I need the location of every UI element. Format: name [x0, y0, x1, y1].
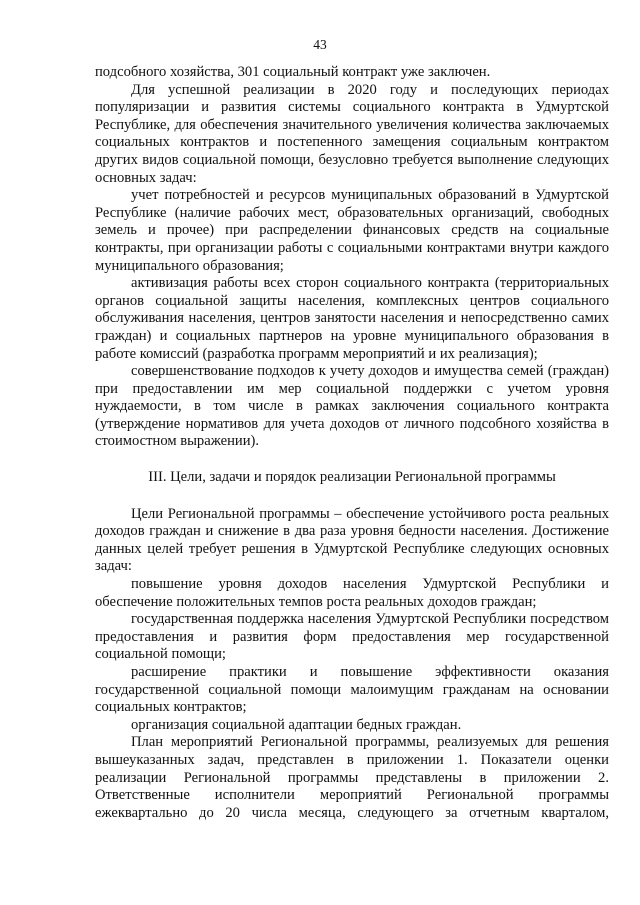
paragraph: Для успешной реализации в 2020 году и последующих периодах популяризации и развития системы социального контракта в Удмуртской Республике, для обеспечения значительного увеличения количества заключаемых социальных контрактов и постепенного замещения социальным контрактом других видов социальной помощи, безусловно требуется выполнение следующих основных задач:: [95, 81, 609, 186]
paragraph: государственная поддержка населения Удмуртской Республики посредством предоставления и развития форм предоставления мер государственной социальной помощи;: [95, 611, 609, 663]
paragraph: повышение уровня доходов населения Удмуртской Республики и обеспечение положительных темпов роста реальных доходов граждан;: [95, 576, 609, 610]
paragraph: Цели Региональной программы – обеспечение устойчивого роста реальных доходов граждан и снижение в два раза уровня бедности населения. Достижение данных целей требует решения в Удмуртской Республике следующих основных задач:: [95, 505, 609, 575]
section-heading: III. Цели, задачи и порядок реализации Региональной программы: [148, 469, 556, 486]
page-number: 43: [313, 37, 327, 52]
paragraph: учет потребностей и ресурсов муниципальных образований в Удмуртской Республике (наличие рабочих мест, образовательных организаций, свободных земель и прочее) при распределении финансовых средств на социальные контракты, при организации работы с социальными контрактами внутри каждого муниципального образования;: [95, 187, 609, 274]
paragraph: подсобного хозяйства, 301 социальный контракт уже заключен.: [95, 64, 491, 80]
paragraph: активизация работы всех сторон социального контракта (территориальных органов социальной защиты населения, комплексных центров социального обслуживания населения, центров занятости населения и непосредственно самих граждан) и социальных партнеров на уровне муниципального образования в работе комиссий (разработка программ мероприятий и их реализация);: [95, 275, 609, 362]
paragraph: расширение практики и повышение эффективности оказания государственной социальной помощи малоимущим гражданам на основании социальных контрактов;: [95, 664, 609, 716]
paragraph: организация социальной адаптации бедных граждан.: [131, 716, 462, 733]
paragraph: совершенствование подходов к учету доходов и имущества семей (граждан) при предоставлении им мер социальной поддержки с учетом уровня нуждаемости, в том числе в рамках заключения социального контракта (утверждение нормативов для учета доходов от личного подсобного хозяйства в стоимостном выражении).: [95, 363, 609, 450]
paragraph: План мероприятий Региональной программы, реализуемых для решения вышеуказанных задач, представлен в приложении 1. Показатели оценки реализации Региональной программы представлены в приложении 2. Ответственные исполнители мероприятий Региональной программы ежеквартально до 20 числа месяца, следующего за отчетным кварталом,: [95, 734, 609, 821]
page-body: [95, 64, 609, 822]
